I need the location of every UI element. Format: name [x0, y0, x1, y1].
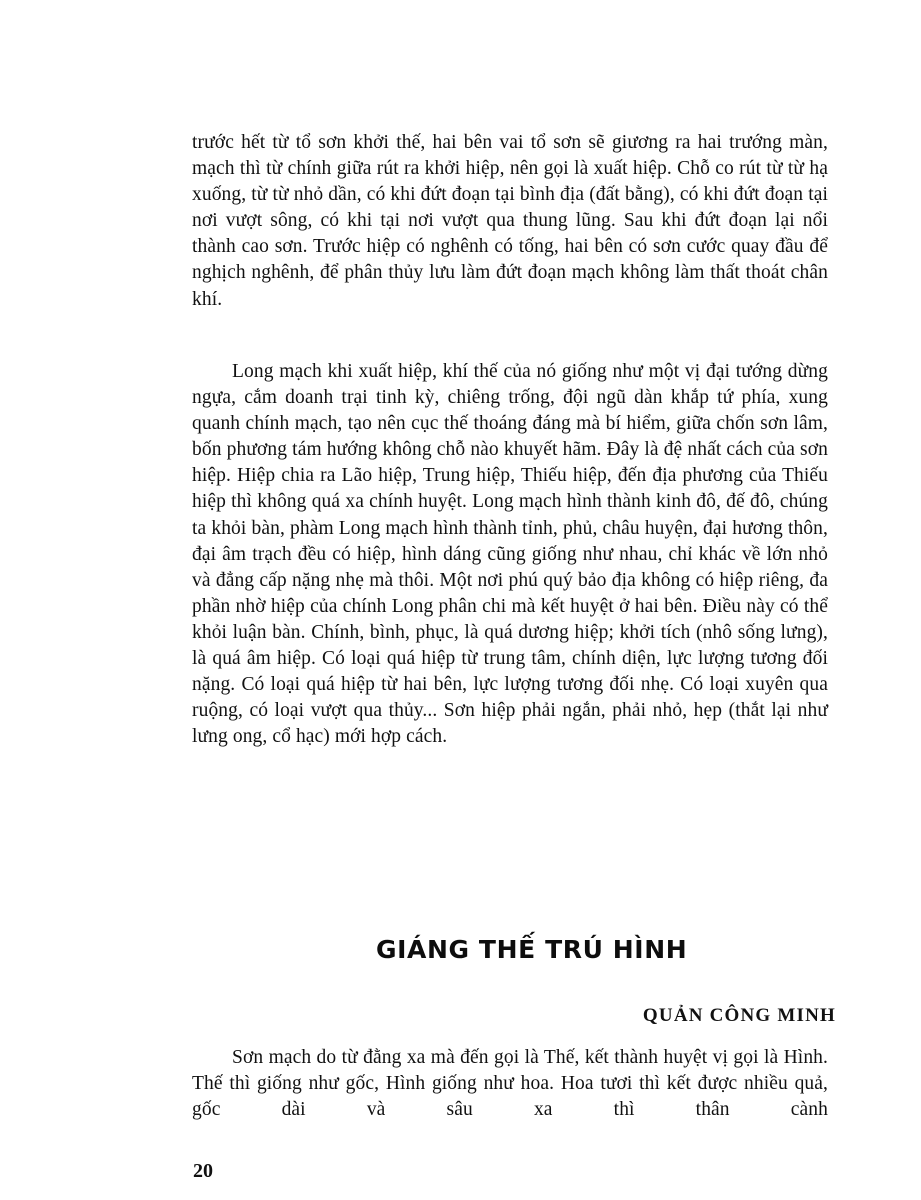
paragraph-long-mach: [192, 359, 828, 750]
paragraph-text: Sơn mạch do từ đằng xa mà đến gọi là Thế, kết thành huyệt vị gọi là Hình. Thế thì giống như gốc, Hình giống như hoa. Hoa tươi thì kết được nhiều quả, gốc dài và sâu xa thì thân cành: [192, 1047, 828, 1121]
paragraph-son-mach: [192, 1045, 828, 1123]
section-author: QUẢN CÔNG MINH: [642, 1005, 836, 1026]
section-heading: GIÁNG THẾ TRÚ HÌNH: [376, 935, 688, 964]
paragraph-continuation: [192, 130, 828, 313]
paragraph-text: Long mạch khi xuất hiệp, khí thế của nó giống như một vị đại tướng dừng ngựa, cắm doanh trại tinh kỳ, chiêng trống, đội ngũ dàn khắp tứ phía, xung quanh chính mạch, tạo nên cục thế thoáng đáng mà bí hiểm, giữa chốn sơn lâm, bốn phương tám hướng không chỗ nào khuyết hãm. Đây là đệ nhất cách của sơn hiệp. Hiệp chia ra Lão hiệp, Trung hiệp, Thiếu hiệp, đến địa phương của Thiếu hiệp thì không quá xa chính huyệt. Long mạch hình thành kinh đô, đế đô, chúng ta khỏi bàn, phàm Long mạch hình thành tỉnh, phủ, châu huyện, đại hương thôn, đại âm trạch đều có hiệp, hình dáng cũng giống như nhau, chỉ khác về lớn nhỏ và đẳng cấp nặng nhẹ mà thôi. Một nơi phú quý bảo địa không có hiệp riêng, đa phần nhờ hiệp của chính Long phân chi mà kết huyệt ở hai bên. Điều này có thể khỏi luận bàn. Chính, bình, phục, là quá dương hiệp; khởi tích (nhô sống lưng), là quá âm hiệp. Có loại quá hiệp từ trung tâm, chính diện, lực lượng tương đối nặng. Có loại quá hiệp từ hai bên, lực lượng tương đối nhẹ. Có loại xuyên qua ruộng, có loại vượt qua thủy... Sơn hiệp phải ngắn, phải nhỏ, hẹp (thắt lại như lưng ong, cổ hạc) mới hợp cách.: [192, 361, 828, 748]
page-number: 20: [193, 1160, 213, 1182]
paragraph-text: trước hết từ tổ sơn khởi thế, hai bên vai tổ sơn sẽ giương ra hai trướng màn, mạch thì từ chính giữa rút ra khởi hiệp, nên gọi là xuất hiệp. Chỗ co rút từ từ hạ xuống, từ từ nhỏ dần, có khi đứt đoạn tại bình địa (đất bằng), có khi đứt đoạn tại nơi vượt sông, có khi tại nơi vượt qua thung lũng. Sau khi đứt đoạn lại nổi thành cao sơn. Trước hiệp có nghênh có tống, hai bên có sơn cước quay đầu để nghịch nghênh, để phân thủy lưu làm đứt đoạn mạch không làm thất thoát chân khí.: [192, 132, 828, 310]
